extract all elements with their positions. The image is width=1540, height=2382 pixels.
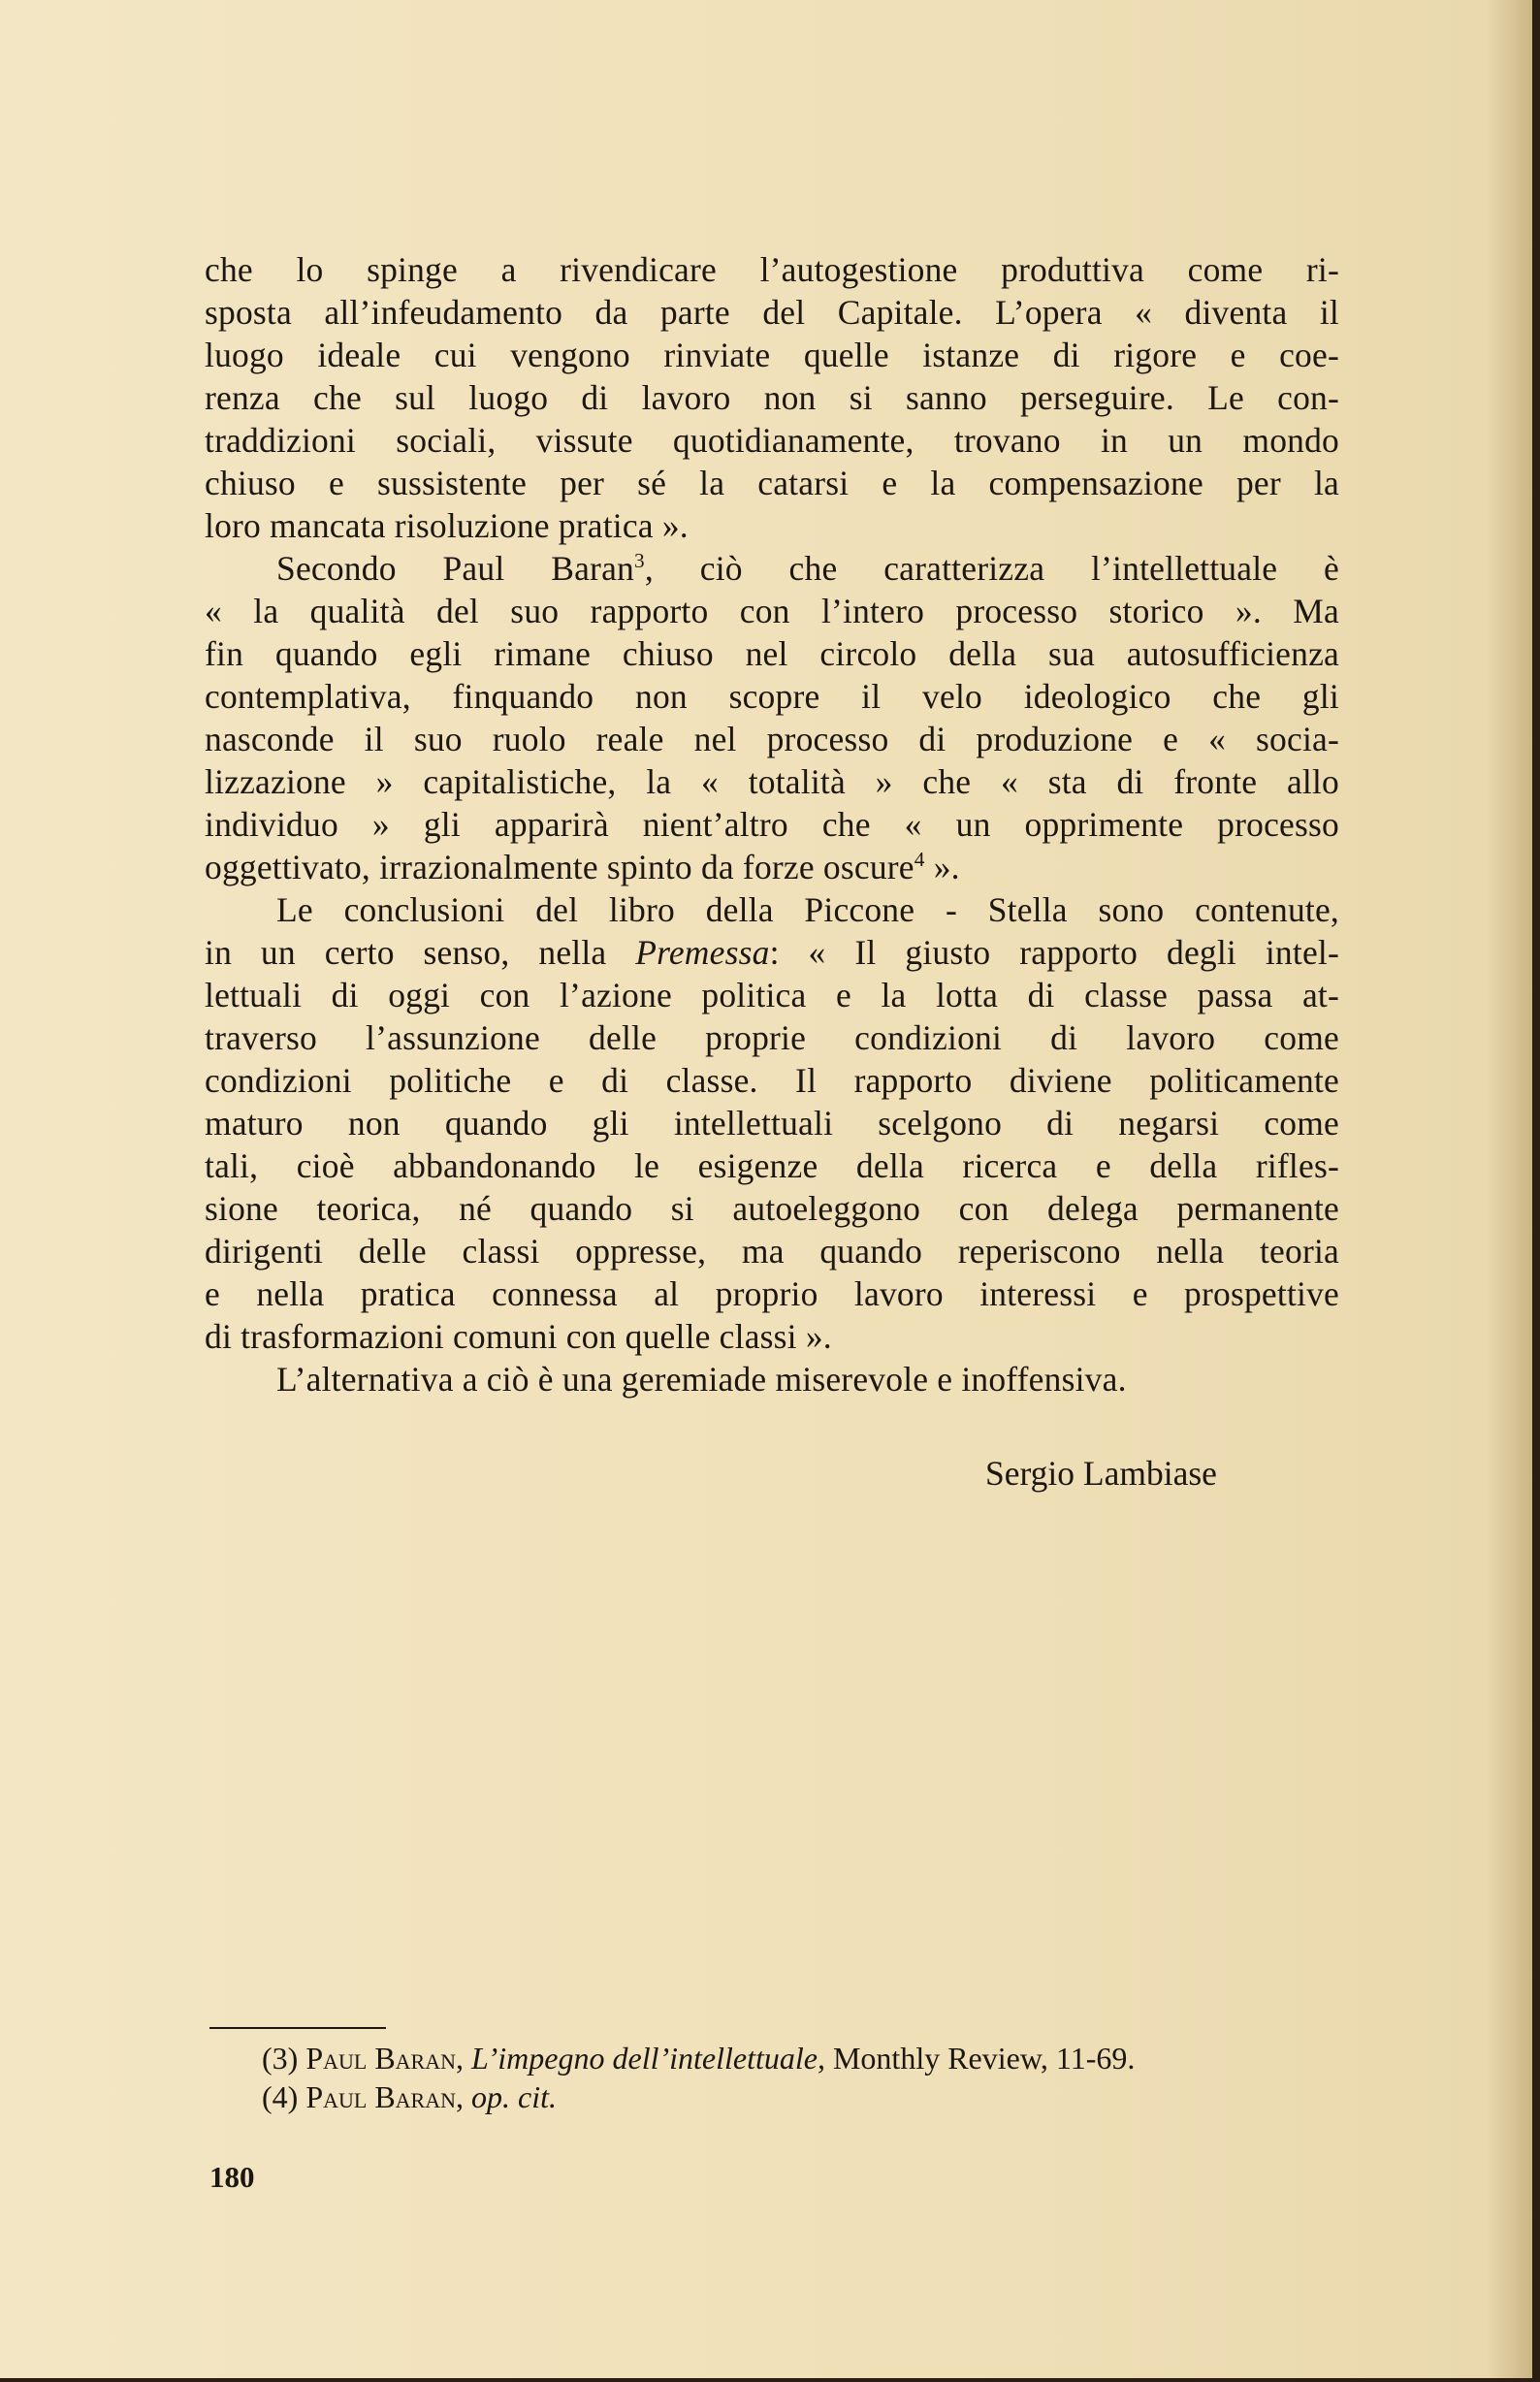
text-line: fin quando egli rimane chiuso nel circolo della sua autosufficienza [205, 634, 1339, 673]
text-line: di trasformazioni comuni con quelle classi ». [205, 1317, 832, 1356]
footnote-divider [209, 2027, 386, 2029]
text-line: tali, cioè abbandonando le esigenze della ricerca e della rifles- [205, 1146, 1339, 1185]
text-line: sposta all’infeudamento da parte del Capitale. L’opera « diventa il [205, 293, 1339, 332]
footnote-author: Baran, [374, 2041, 465, 2076]
footnote [262, 2077, 1348, 2116]
text-line: condizioni politiche e di classe. Il rapporto diviene politicamente [205, 1061, 1339, 1100]
footnotes [262, 2039, 1348, 2116]
text-line: traverso l’assunzione delle proprie condizioni di lavoro come [205, 1018, 1339, 1057]
footnote-ref: 3 [633, 549, 645, 573]
text-line: individuo » gli apparirà nient’altro che « un opprimente processo [205, 805, 1339, 844]
text-line: loro mancata risoluzione pratica ». [205, 506, 689, 545]
text-line: nasconde il suo ruolo reale nel processo di produzione e « socia- [205, 720, 1339, 758]
footnote-author: Baran, [374, 2079, 465, 2114]
text-line: contemplativa, finquando non scopre il velo ideologico che gli [205, 677, 1339, 716]
text-line: lizzazione » capitalistiche, la « totalità » che « sta di fronte allo [205, 762, 1339, 801]
italic-title: Premessa [635, 933, 770, 972]
text-line: sione teorica, né quando si autoeleggono con delega permanente [205, 1189, 1339, 1228]
footnote-ref: 4 [914, 848, 925, 872]
page-number: 180 [209, 2160, 255, 2194]
text-line: in un certo senso, nella Premessa: « Il giusto rapporto degli intel- [205, 933, 1339, 972]
text-line: lettuali di oggi con l’azione politica e la lotta di classe passa at- [205, 976, 1339, 1014]
text-line: che lo spinge a rivendicare l’autogestione produttiva come ri- [205, 250, 1339, 289]
body-text [205, 248, 1339, 1400]
text-line: Le conclusioni del libro della Piccone - Stella sono contenute, [276, 890, 1339, 929]
text-line: « la qualità del suo rapporto con l’intero processo storico ». Ma [205, 592, 1339, 630]
text-line: e nella pratica connessa al proprio lavoro interessi e prospettive [205, 1274, 1339, 1313]
footnote-author: Paul [305, 2079, 368, 2114]
text-line: luogo ideale cui vengono rinviate quelle istanze di rigore e coe- [205, 336, 1339, 374]
text-line: renza che sul luogo di lavoro non si sanno perseguire. Le con- [205, 378, 1339, 417]
author-signature: Sergio Lambiase [985, 1454, 1217, 1493]
footnote-source: Monthly Review, 11-69. [832, 2041, 1136, 2076]
text-line: maturo non quando gli intellettuali scelgono di negarsi come [205, 1104, 1339, 1143]
text-line: chiuso e sussistente per sé la catarsi e la compensazione per la [205, 464, 1339, 502]
footnote-title: op. cit. [471, 2079, 557, 2114]
footnote-title: L’impegno dell’intellettuale, [471, 2041, 825, 2076]
footnote-author: Paul [305, 2041, 368, 2076]
text-line: L’alternativa a ciò è una geremiade miserevole e inoffensiva. [276, 1360, 1127, 1399]
footnote [262, 2039, 1348, 2077]
footnote-number: (3) [262, 2041, 299, 2076]
text-line: dirigenti delle classi oppresse, ma quando reperiscono nella teoria [205, 1232, 1339, 1271]
footnote-number: (4) [262, 2079, 299, 2114]
text-line: Secondo Paul Baran$^3$, ciò che caratterizza l’intellettuale è [276, 549, 1340, 588]
text-line: oggettivato, irrazionalmente spinto da forze oscure$^4$ ». [205, 848, 960, 886]
text-line: traddizioni sociali, vissute quotidianamente, trovano in un mondo [205, 421, 1339, 460]
